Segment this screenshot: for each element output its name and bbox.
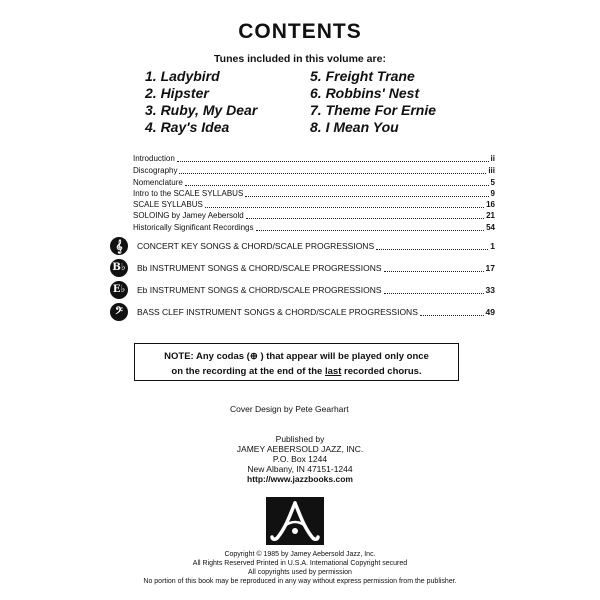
- toc-label: Introduction: [133, 154, 175, 163]
- toc-row-introduction: [133, 153, 495, 164]
- publisher-url: http://www.jazzbooks.com: [247, 474, 353, 484]
- page-title: CONTENTS: [238, 20, 362, 43]
- page-subtitle: Tunes included in this volume are:: [214, 53, 386, 65]
- toc-page: ii: [490, 154, 495, 163]
- publisher-city: New Albany, IN 47151-1244: [247, 464, 353, 474]
- bb-icon: B♭: [110, 259, 128, 277]
- toc-leader: [246, 218, 484, 219]
- published-by: Published by: [275, 434, 325, 444]
- toc-leader: [177, 161, 489, 162]
- toc-page: 54: [486, 223, 495, 232]
- toc-row-intro-scale-syllabus: [133, 188, 495, 199]
- toc-row-discography: [133, 165, 495, 176]
- key-page: 1: [490, 241, 495, 251]
- toc-leader: [256, 230, 485, 231]
- key-page: 49: [485, 307, 495, 317]
- note-text: on the recording at the end of the: [171, 366, 325, 377]
- toc-label: Discography: [133, 166, 178, 175]
- key-row-concert: [133, 238, 495, 252]
- note-text: recorded chorus.: [341, 366, 422, 377]
- toc-page: 21: [486, 211, 495, 220]
- key-leader: [384, 271, 484, 272]
- toc-leader: [245, 196, 488, 197]
- coda-note-box: [134, 343, 459, 381]
- toc-leader: [185, 185, 489, 186]
- tune-2: 2. Hipster: [145, 85, 209, 101]
- toc-row-soloing: [133, 210, 495, 221]
- note-line-2: [135, 364, 458, 379]
- key-label: Bb INSTRUMENT SONGS & CHORD/SCALE PROGRESSIONS: [137, 263, 382, 273]
- toc-page: 9: [490, 189, 495, 198]
- note-text: ) that appear will be played only once: [260, 351, 429, 362]
- reproduction-notice: No portion of this book may be reproduced in any way without express permission from the publisher.: [143, 578, 457, 585]
- coda-icon: ⊕: [249, 351, 258, 362]
- toc-label: Intro to the SCALE SYLLABUS: [133, 189, 244, 198]
- key-row-bass-clef: [133, 304, 495, 318]
- key-row-eb: [133, 282, 495, 296]
- key-leader: [376, 249, 488, 250]
- bass-clef-icon: 𝄢: [110, 303, 128, 321]
- note-text: NOTE: Any codas (: [164, 351, 250, 362]
- note-line-1: [135, 349, 458, 364]
- toc-page: 5: [490, 178, 495, 187]
- key-page: 33: [485, 285, 495, 295]
- key-leader: [420, 315, 484, 316]
- toc-row-scale-syllabus: [133, 199, 495, 210]
- publisher-name: JAMEY AEBERSOLD JAZZ, INC.: [236, 444, 364, 454]
- permission-line: All copyrights used by permission: [248, 569, 352, 576]
- toc-label: SOLOING by Jamey Aebersold: [133, 211, 244, 220]
- toc-label: Nomenclature: [133, 178, 183, 187]
- key-leader: [384, 293, 484, 294]
- tune-8: 8. I Mean You: [310, 119, 399, 135]
- publisher-po-box: P.O. Box 1244: [272, 454, 328, 464]
- toc-row-historical-recordings: [133, 222, 495, 233]
- eb-icon: E♭: [110, 281, 128, 299]
- tune-5: 5. Freight Trane: [310, 68, 415, 84]
- key-label: CONCERT KEY SONGS & CHORD/SCALE PROGRESSIONS: [137, 241, 375, 251]
- toc-leader: [205, 207, 484, 208]
- key-row-bb: [133, 260, 495, 274]
- tune-1: 1. Ladybird: [145, 68, 220, 84]
- tune-4: 4. Ray's Idea: [145, 119, 230, 135]
- rights-line: All Rights Reserved Printed in U.S.A. International Copyright secured: [192, 560, 408, 567]
- key-page: 17: [485, 263, 495, 273]
- tune-6: 6. Robbins' Nest: [310, 85, 420, 101]
- toc-label: SCALE SYLLABUS: [133, 200, 203, 209]
- logo-graphic: [266, 497, 324, 545]
- jamey-aebersold-logo: [266, 497, 324, 545]
- cover-design-credit: Cover Design by Pete Gearhart: [230, 404, 349, 414]
- toc-page: 16: [486, 200, 495, 209]
- tune-3: 3. Ruby, My Dear: [145, 102, 258, 118]
- toc-leader: [179, 173, 486, 174]
- key-label: BASS CLEF INSTRUMENT SONGS & CHORD/SCALE PROGRESSIONS: [137, 307, 418, 317]
- treble-clef-icon: 𝄞: [110, 237, 128, 255]
- toc-row-nomenclature: [133, 177, 495, 188]
- note-emphasis: last: [324, 366, 342, 377]
- key-label: Eb INSTRUMENT SONGS & CHORD/SCALE PROGRESSIONS: [137, 285, 382, 295]
- tune-7: 7. Theme For Ernie: [310, 102, 437, 118]
- copyright-line: Copyright © 1985 by Jamey Aebersold Jazz, Inc.: [224, 551, 376, 558]
- toc-label: Historically Significant Recordings: [133, 223, 254, 232]
- toc-page: iii: [488, 166, 495, 175]
